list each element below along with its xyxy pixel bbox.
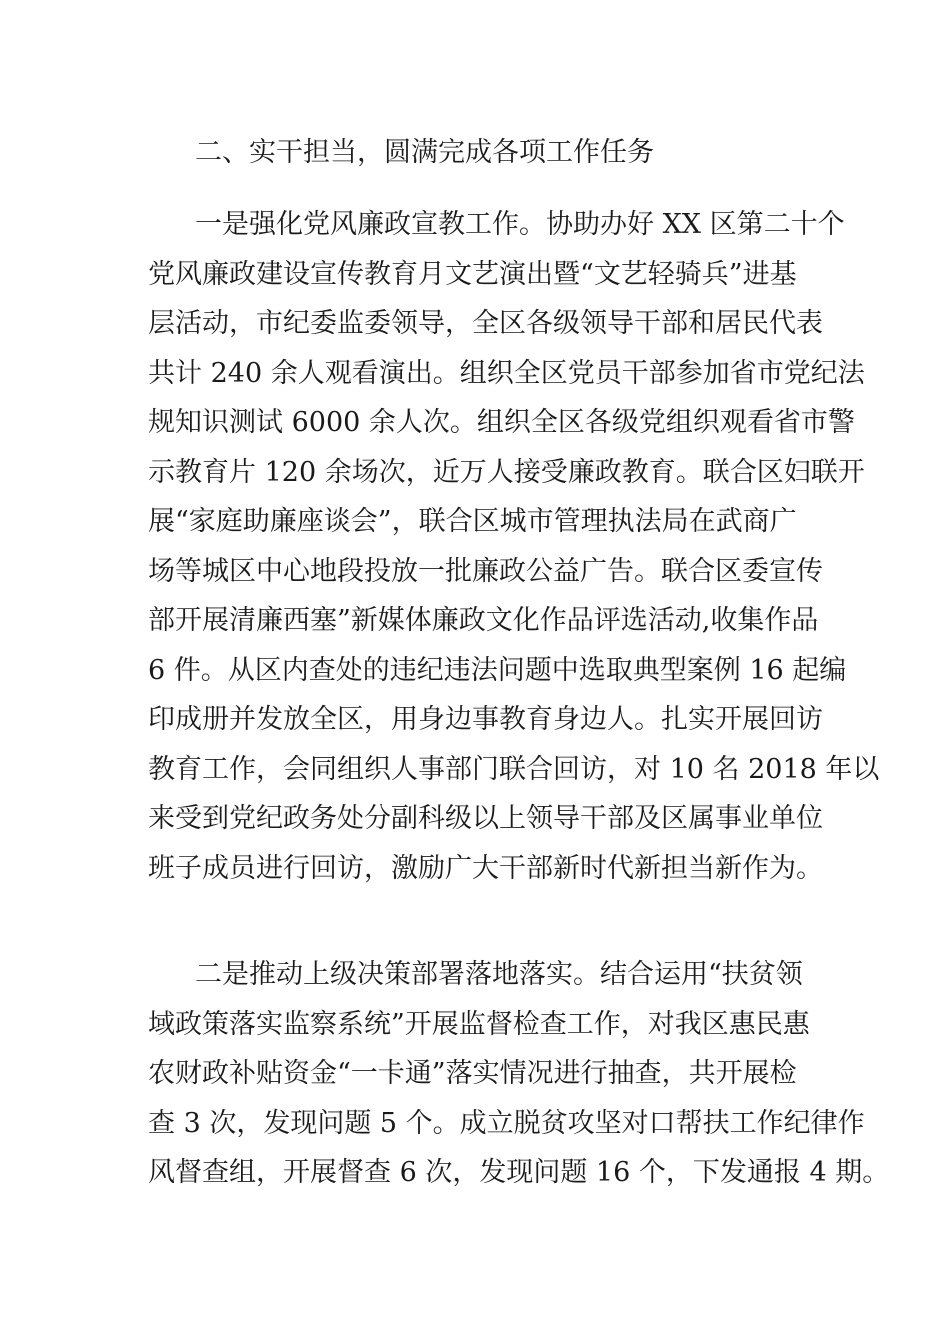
paragraph-line: 场等城区中心地段投放一批廉政公益广告。联合区委宣传 <box>148 555 823 587</box>
paragraph-line: 共计 240 余人观看演出。组织全区党员干部参加省市党纪法 <box>148 357 865 389</box>
section-heading: 二、实干担当，圆满完成各项工作任务 <box>195 137 654 168</box>
paragraph-line: 风督查组，开展督查 6 次，发现问题 16 个，下发通报 4 期。 <box>148 1157 890 1188</box>
paragraph-line: 查 3 次，发现问题 5 个。成立脱贫攻坚对口帮扶工作纪律作 <box>148 1107 865 1139</box>
paragraph-policy-implementation <box>148 950 890 1198</box>
paragraph-line: 二是推动上级决策部署落地落实。结合运用“扶贫领 <box>195 959 803 990</box>
paragraph-line: 层活动，市纪委监委领导，全区各级领导干部和居民代表 <box>148 308 823 339</box>
paragraph-line: 部开展清廉西塞”新媒体廉政文化作品评选活动,收集作品 <box>148 605 819 636</box>
paragraph-line: 规知识测试 6000 余人次。组织全区各级党组织观看省市警 <box>148 407 855 438</box>
paragraph-line: 党风廉政建设宣传教育月文艺演出暨“文艺轻骑兵”进基 <box>148 258 797 290</box>
paragraph-party-education <box>148 200 880 893</box>
paragraph-line: 展“家庭助廉座谈会”，联合区城市管理执法局在武商广 <box>148 506 797 537</box>
paragraph-line: 印成册并发放全区，用身边事教育身边人。扎实开展回访 <box>148 704 823 735</box>
paragraph-line: 农财政补贴资金“一卡通”落实情况进行抽查，共开展检 <box>148 1058 797 1089</box>
paragraph-line: 班子成员进行回访，激励广大干部新时代新担当新作为。 <box>148 852 823 884</box>
paragraph-line: 一是强化党风廉政宣教工作。协助办好 XX 区第二十个 <box>195 209 845 240</box>
paragraph-line: 6 件。从区内查处的违纪违法问题中选取典型案例 16 起编 <box>148 654 847 686</box>
paragraph-line: 示教育片 120 余场次，近万人接受廉政教育。联合区妇联开 <box>148 456 865 488</box>
paragraph-line: 域政策落实监察系统”开展监督检查工作，对我区惠民惠 <box>148 1008 810 1040</box>
paragraph-line: 教育工作，会同组织人事部门联合回访，对 10 名 2018 年以 <box>148 753 880 785</box>
paragraph-line: 来受到党纪政务处分副科级以上领导干部及区属事业单位 <box>148 803 823 834</box>
